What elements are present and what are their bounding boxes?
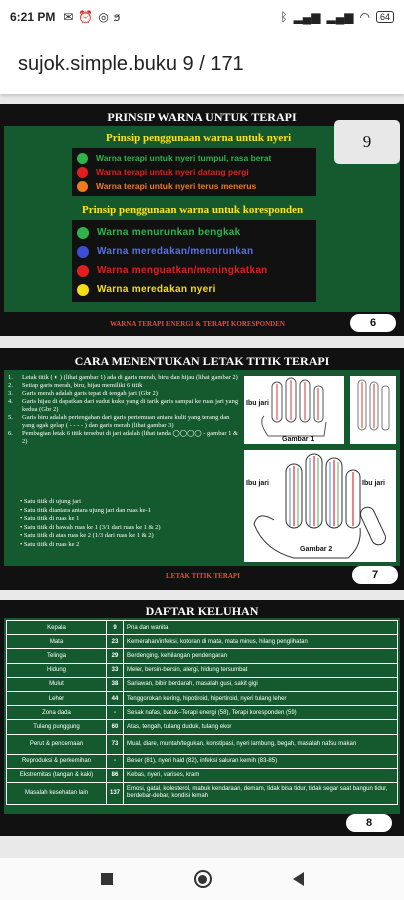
wifi-icon: ◠ [359,10,370,24]
signal-icon: ▂▄▆ [293,10,321,24]
figure-1 [244,376,344,444]
figure-2 [244,450,396,562]
figure-2-thumb-label-left: Ibu jari [246,480,269,487]
slide-footer: LETAK TITIK TERAPI [166,572,240,580]
slide-page-number: 8 [346,814,392,832]
red-dot-icon [77,167,88,178]
hand-side-diagram [350,376,396,444]
legend-item [77,151,311,165]
yellow-dot-icon [77,284,89,296]
status-time: 6:21 PM [10,10,56,24]
step-item: 5. Garis biru adalah pertengahan dari garis pertemuan antara kulit yang terang dan yang agak gelap ( - - - - ) dan garis merah (lihat gambar 3) [8,414,230,429]
slide-color-principle [0,104,404,336]
mail-icon: ✉ [63,10,74,24]
figure-2-thumb-label-right: Ibu jari [362,480,385,487]
table-row[interactable]: Leher 44 Tenggorokan kering, hipotiroid, hipertiroid, nyeri tulang leher [7,691,398,705]
green-dot-icon [77,153,88,164]
subpoint: • Satu titik diantara antara ujung jari dan ruas ke-1 [20,507,161,516]
table-row[interactable]: Mulut 38 Sariawan, bibir berdarah, masalah gusi, sakit gigi [7,677,398,691]
subpoint: • Satu titik di ujung jari [20,498,161,507]
orange-dot-icon [77,181,88,192]
table-row[interactable]: Perut & pencernaan 73 Mual, diare, muntah/tegukan, konstipasi, nyeri lambung, begah, masalah nafsu makan [7,734,398,754]
table-row[interactable]: Ekstremitas (tangan & kaki) 86 Kebas, nyeri, varises, kram [7,768,398,782]
signal-2-icon: ▂▄▆ [326,10,354,24]
step-item: 3. Garis merah adalah garis tepat di tengah jari (Gbr 2) [8,390,158,397]
legend-item [77,261,311,280]
red-dot-icon [77,265,89,277]
complaint-table [6,620,398,805]
legend-label: Warna meredakan nyeri [97,284,216,295]
page-number-box: 9 [334,120,400,164]
alarm-icon: ⏰ [78,10,94,24]
legend-item [77,179,311,193]
whatsapp-icon: ◎ [98,10,109,24]
system-icons [280,10,394,24]
slide-footer: WARNA TERAPI ENERGI & TERAPI KORESPONDEN [110,320,285,328]
hand-diagram-1 [244,376,344,444]
back-button[interactable] [293,872,304,886]
slide-page-number: 7 [352,566,398,584]
legend-label: Warna terapi untuk nyeri datang pergi [96,167,249,177]
blue-dot-icon [77,246,89,258]
subtitle-correspondence: Prinsip penggunaan warna untuk koresponden [82,204,304,216]
table-row[interactable]: Hidung 33 Meler, bersin-bersin, alergi, hidung tersumbat [7,663,398,677]
slide-title: DAFTAR KELUHAN [145,604,259,618]
pdf-viewer[interactable] [0,94,404,858]
legend-label: Warna terapi untuk nyeri terus menerus [96,181,257,191]
slide-page-number: 6 [350,314,396,332]
legend-pain [72,148,316,196]
legend-label: Warna menurunkan bengkak [97,227,241,238]
status-bar [0,0,404,34]
legend-item [77,280,311,299]
table-row[interactable]: Reproduksi & perkemihan - Beser (81), nyeri haid (82), infeksi saluran kemih (83-85) [7,754,398,768]
legend-item [77,242,311,261]
legend-label: Warna menguatkan/meningkatkan [97,265,268,276]
recent-apps-button[interactable] [101,873,113,885]
table-row[interactable]: Telinga 29 Berdenging, kehilangan pendengaran [7,649,398,663]
figure-1-side [350,376,396,444]
step-item: 2. Setiap garis merah, biru, hijau memiliki 6 titik [8,382,143,389]
slide-title: PRINSIP WARNA UNTUK TERAPI [107,110,297,124]
subpoints-list [20,498,161,549]
table-row[interactable]: Mata 23 Kemerahan/infeksi, kotoran di mata, mata minus, hilang penglihatan [7,635,398,649]
legend-item [77,165,311,179]
subtitle-pain: Prinsip penggunaan warna untuk nyeri [106,132,292,144]
subpoint: • Satu titik di atas ruas ke 2 (1/3 dari ruas ke 1 & 2) [20,532,161,541]
subpoint: • Satu titik di ruas ke 2 [20,541,161,550]
step-item: 6. Pembagian letak 6 titik tersebut di jari adalah (lihat tanda ◯◯◯◯ - gambar 1 & 2) [8,430,239,445]
document-title-bar [0,34,404,94]
bluetooth-icon: ᛒ [280,10,288,24]
app-icon: ϧ [113,10,120,24]
system-nav-bar [0,858,404,900]
table-row[interactable]: Zona dada - Sesak nafas, batuk–Terapi energi (58), Terapi koresponden (59) [7,706,398,720]
subpoint: • Satu titik di ruas ke 1 [20,515,161,524]
step-item: 1. Letak titik ( ◐ ) (lihat gambar 1) ada di garis merah, biru dan hijau (lihat gambar 2) [8,374,238,381]
document-title: sujok.simple.buku 9 / 171 [18,52,244,75]
figure-2-caption: Gambar 2 [300,546,333,553]
table-row[interactable]: Tulang punggung 60 Atas, tengah, tulang duduk, tulang ekor [7,720,398,734]
slide-title: CARA MENENTUKAN LETAK TITIK TERAPI [74,354,330,368]
home-button[interactable] [194,870,212,888]
subpoint: • Satu titik di bawah ruas ke 1 (3/1 dari ruas ke 1 & 2) [20,524,161,533]
legend-label: Warna meredakan/menurunkan [97,246,254,257]
steps-list [8,374,240,446]
legend-label: Warna terapi untuk nyeri tumpul, rasa berat [96,153,272,163]
legend-correspondence [72,220,316,302]
step-item: 4. Garis hijau di dapatkan dari sudut kuku yang di tarik garis sampai ke ruas jari yang kedua (Gbr 2) [8,398,239,413]
legend-item [77,223,311,242]
green-dot-icon [77,227,89,239]
battery-icon: 64 [376,11,394,23]
figure-1-caption: Gambar 1 [282,436,315,443]
notification-icons [63,10,120,24]
figure-1-thumb-label: Ibu jari [246,400,269,407]
table-row[interactable]: Masalah kesehatan lain 137 Emosi, gatal, kolesterol, mabuk kendaraan, demam, tidak bisa tidur, tidak segar saat bangun tidur, berdebar-debar, kondisi lemah [7,782,398,804]
slide-complaint-list [0,600,404,836]
table-row[interactable]: Kepala 9 Pria dan wanita [7,621,398,635]
slide-point-location [0,348,404,590]
